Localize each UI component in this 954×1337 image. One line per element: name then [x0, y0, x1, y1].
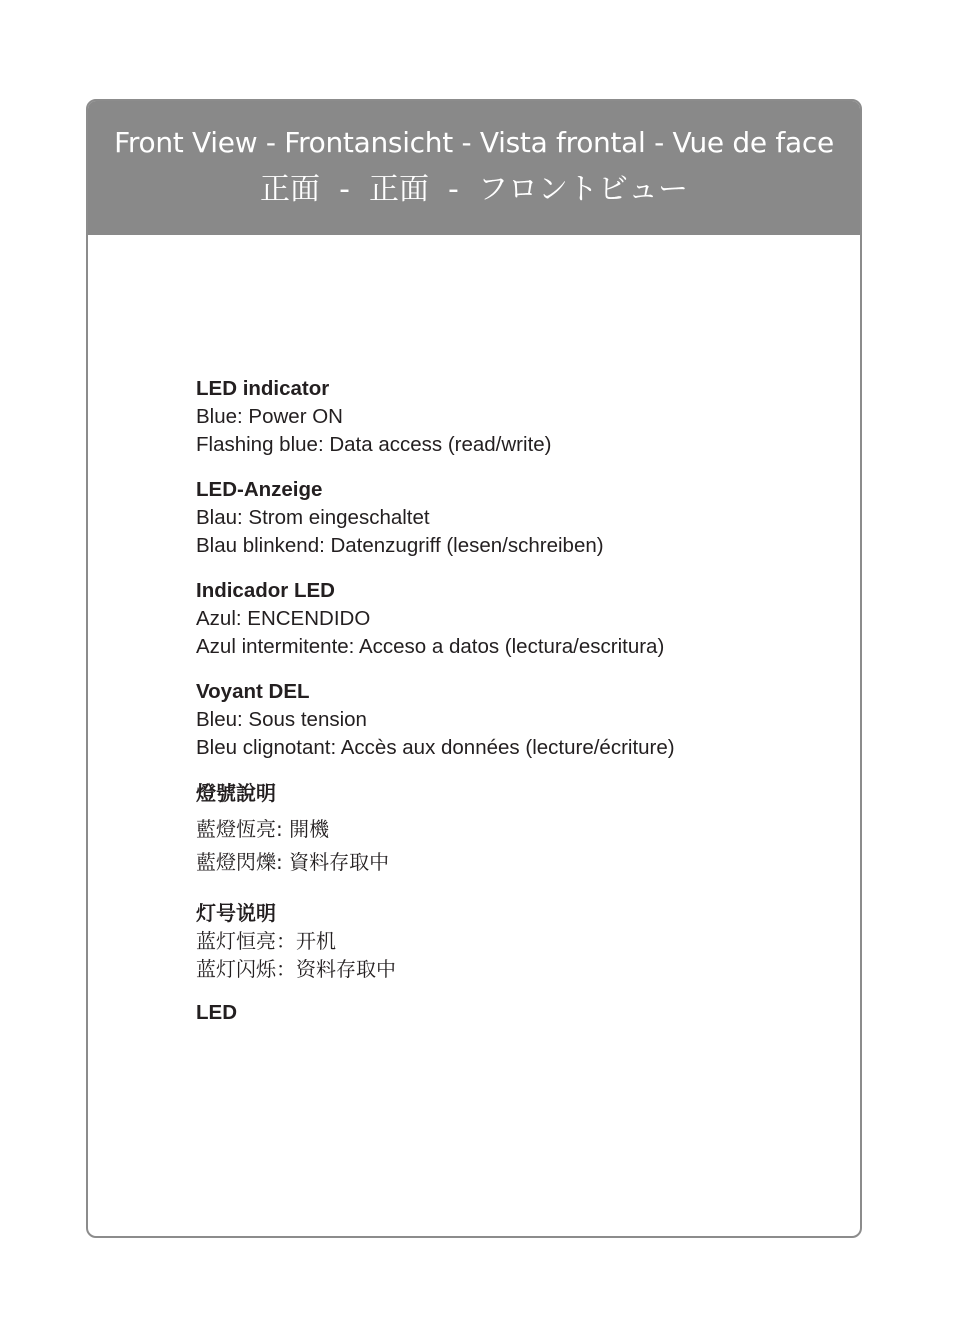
section-line: Blau: Strom eingeschaltet	[196, 506, 430, 529]
section-title: 燈號說明	[196, 781, 276, 805]
section-title: 灯号说明	[196, 901, 276, 925]
section-line: Blue: Power ON	[196, 405, 343, 428]
section-line: Azul: ENCENDIDO	[196, 607, 371, 630]
section-line: Bleu clignotant: Accès aux données (lecture/écriture)	[196, 736, 675, 759]
section-line: 蓝灯闪烁：资料存取中	[196, 957, 396, 981]
header-banner	[88, 101, 860, 235]
section-simplified-chinese	[196, 899, 836, 983]
section-german	[196, 476, 836, 560]
section-line: Flashing blue: Data access (read/write)	[196, 433, 552, 456]
section-line: Azul intermitente: Acceso a datos (lectura/escritura)	[196, 635, 665, 658]
section-line: 蓝灯恒亮：开机	[196, 929, 336, 953]
section-title: Indicador LED	[196, 579, 335, 602]
led-description-list	[196, 375, 836, 1044]
section-title: LED indicator	[196, 377, 330, 400]
section-traditional-chinese	[196, 779, 836, 879]
section-korean	[196, 999, 836, 1027]
section-title: Voyant DEL	[196, 680, 310, 703]
section-line: Blau blinkend: Datenzugriff (lesen/schreiben)	[196, 534, 604, 557]
section-spanish	[196, 577, 836, 661]
header-subtitle: 正面 - 正面 - フロントビュー	[260, 172, 688, 207]
section-title: LED-Anzeige	[196, 478, 323, 501]
section-english	[196, 375, 836, 459]
section-line: 藍燈恆亮: 開機	[196, 817, 330, 841]
section-title: LED	[196, 1001, 237, 1024]
section-line: Bleu: Sous tension	[196, 708, 367, 731]
section-line: 藍燈閃爍: 資料存取中	[196, 850, 390, 874]
section-french	[196, 678, 836, 762]
header-title: Front View - Frontansicht - Vista frontal - Vue de face	[114, 126, 834, 159]
